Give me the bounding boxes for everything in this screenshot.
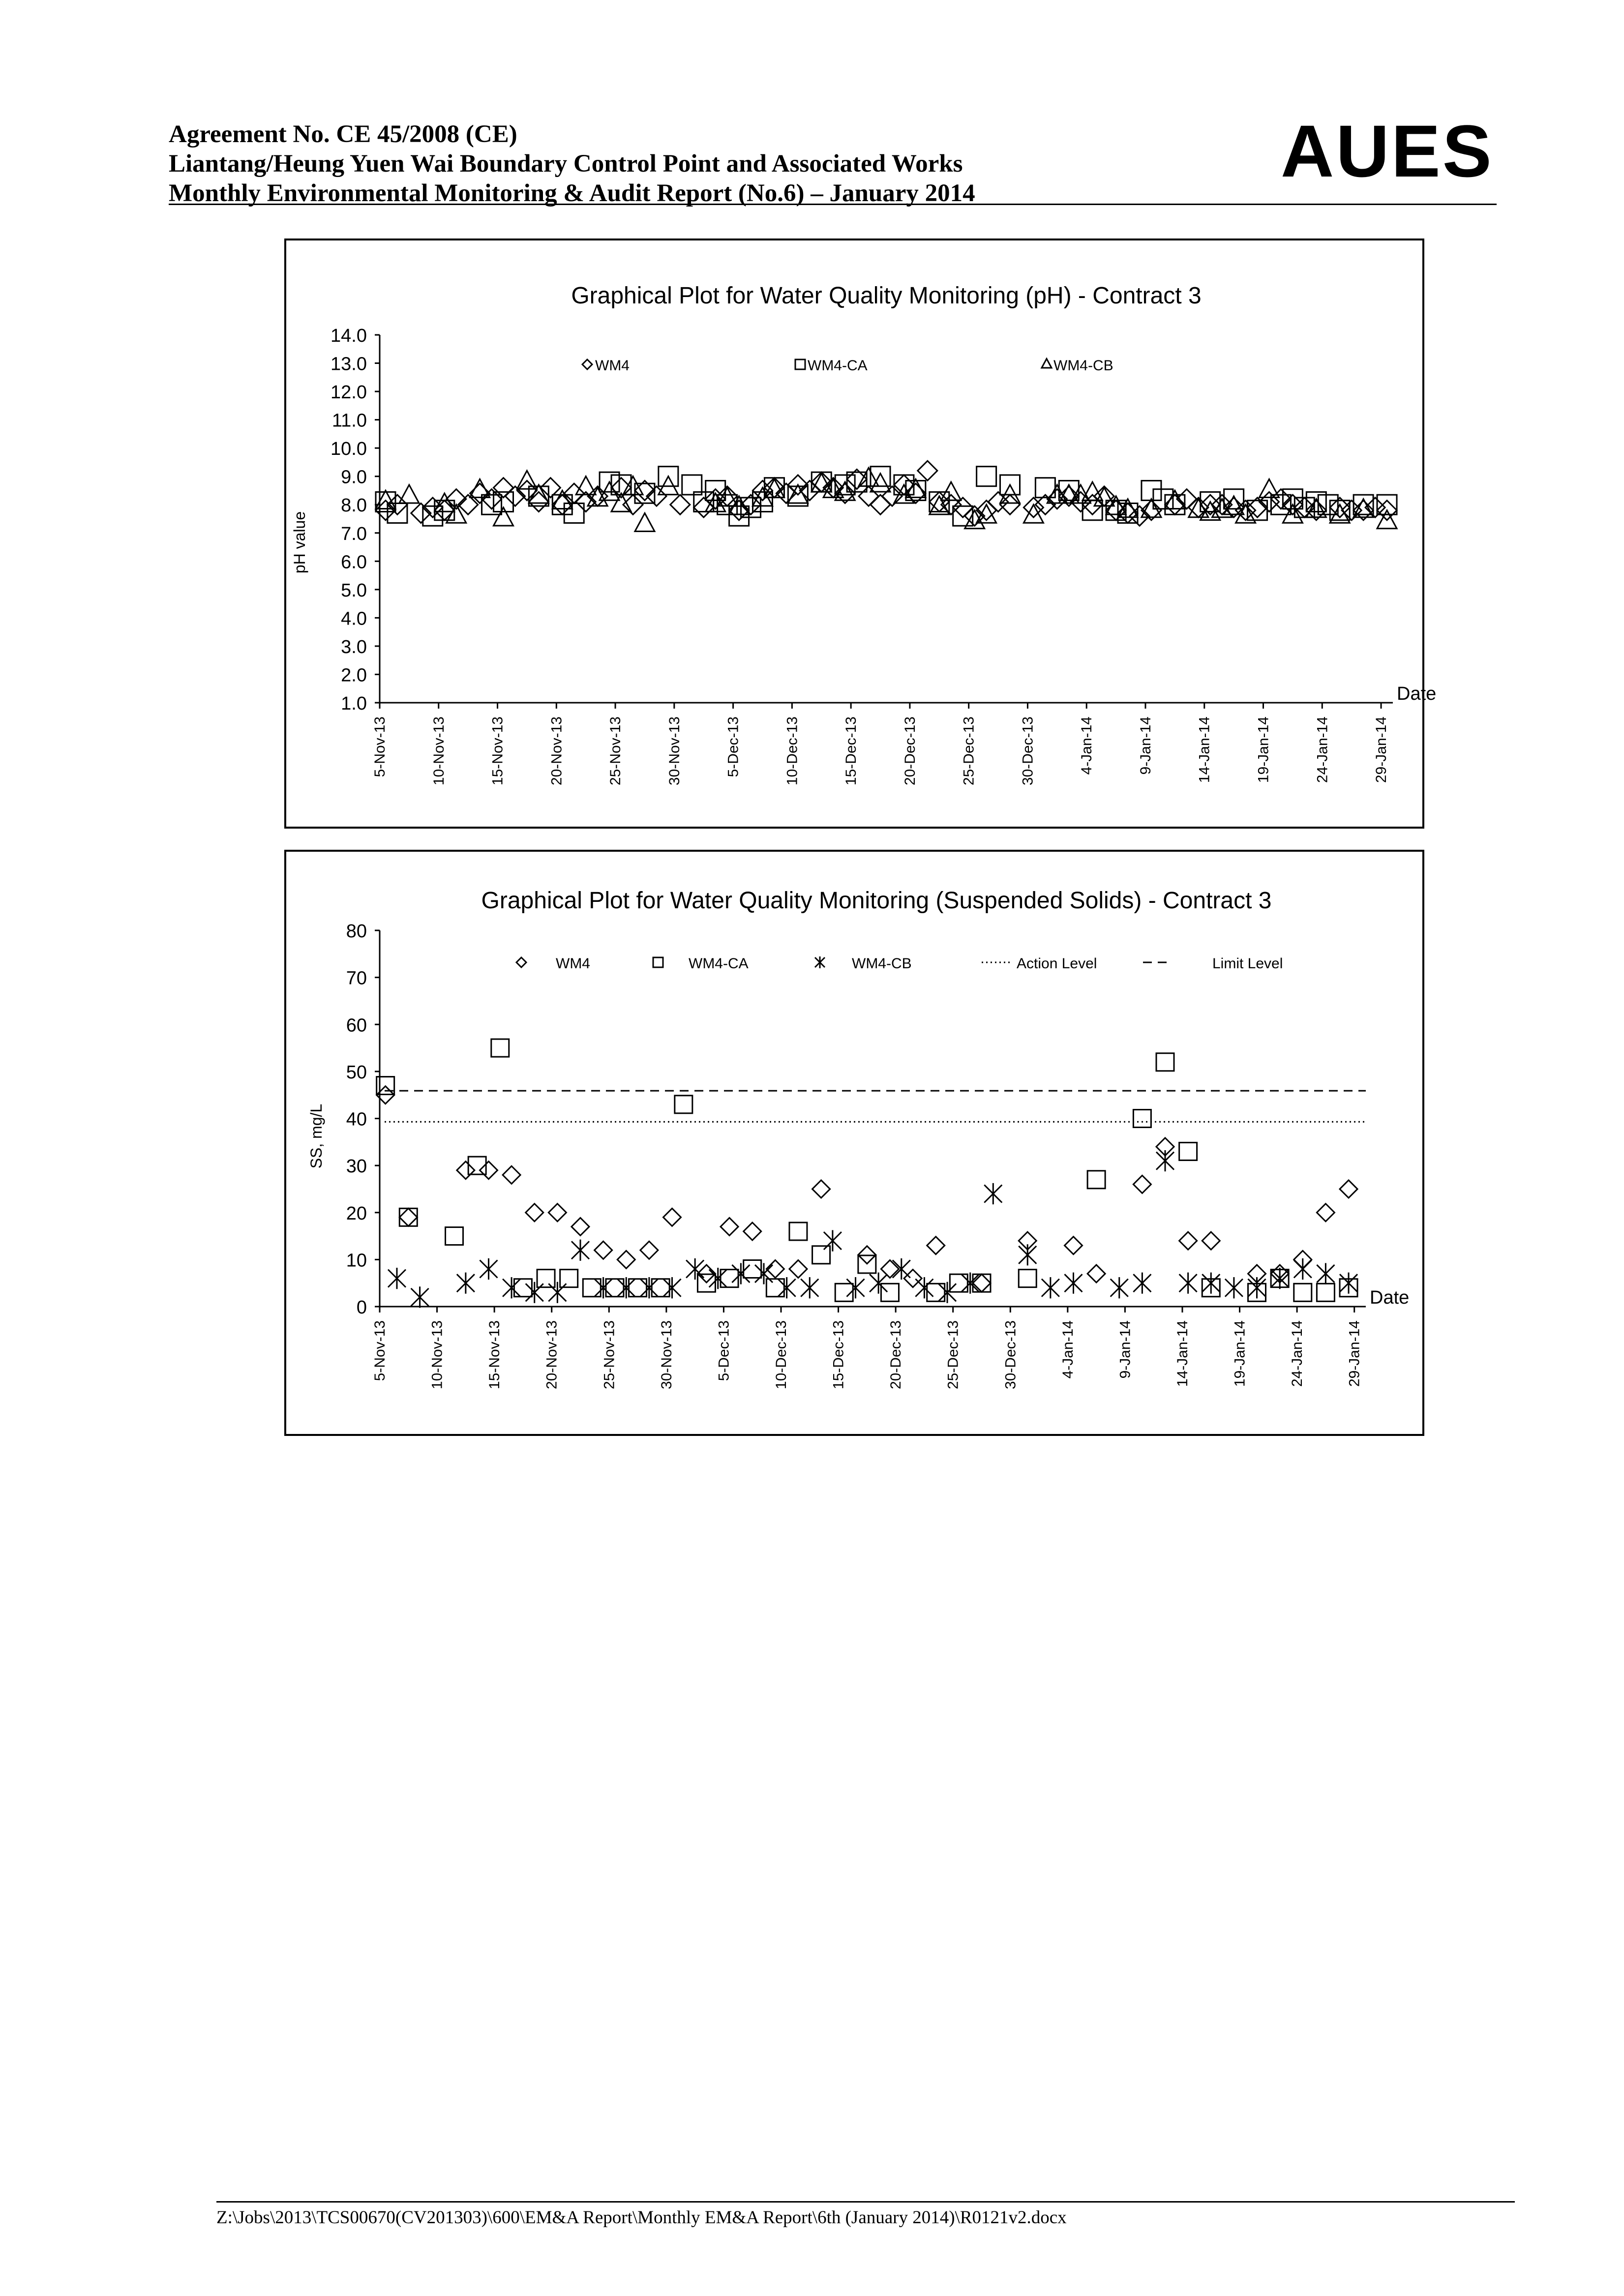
data-point-wm4-ca <box>1087 1171 1105 1189</box>
data-point-wm4 <box>1133 1175 1151 1193</box>
x-tick-label: 29-Jan-14 <box>1373 716 1390 783</box>
data-point-wm4-cb <box>1023 505 1043 523</box>
data-point-wm4 <box>1094 486 1114 506</box>
project-title: Liantang/Heung Yuen Wai Boundary Control Point and Associated Works <box>169 150 963 178</box>
x-tick-label: 29-Jan-14 <box>1346 1320 1363 1387</box>
data-point-wm4-ca <box>491 1039 509 1057</box>
data-point-wm4-ca <box>1019 1270 1036 1287</box>
y-tick-label: 1.0 <box>341 693 367 714</box>
data-point-wm4-cb <box>1111 1277 1128 1298</box>
data-point-wm4-ca <box>1142 480 1161 500</box>
data-point-wm4-cb <box>1042 1277 1059 1298</box>
x-tick-label: 25-Nov-13 <box>601 1320 618 1390</box>
data-point-wm4-cb <box>494 507 513 526</box>
data-point-wm4-ca <box>446 1227 463 1245</box>
data-point-wm4-cb <box>411 1286 429 1308</box>
header-divider <box>169 204 1497 205</box>
data-point-wm4-cb <box>457 1273 475 1294</box>
y-tick-label: 14.0 <box>331 326 367 346</box>
data-point-wm4-cb <box>1156 1150 1174 1171</box>
legend-label: WM4-CB <box>852 955 912 972</box>
data-point-wm4 <box>927 1237 945 1254</box>
data-point-wm4-cb <box>732 1263 750 1284</box>
legend-label: WM4-CA <box>808 358 868 374</box>
x-tick-label: 5-Dec-13 <box>716 1320 732 1381</box>
data-point-wm4-cb <box>388 1268 406 1289</box>
data-point-wm4-cb <box>480 1258 497 1280</box>
legend-marker <box>582 359 592 369</box>
footer-divider <box>216 2201 1515 2203</box>
data-point-wm4-cb <box>663 1277 681 1298</box>
x-tick-label: 4-Jan-14 <box>1059 1320 1076 1379</box>
y-tick-label: 10 <box>346 1250 367 1271</box>
data-point-wm4-cb <box>503 1277 520 1298</box>
y-tick-label: 30 <box>346 1156 367 1177</box>
data-point-wm4-ca <box>1317 1283 1334 1301</box>
x-tick-label: 9-Jan-14 <box>1117 1320 1134 1379</box>
data-point-wm4-cb <box>635 513 655 532</box>
data-point-wm4-cb <box>984 1183 1002 1204</box>
y-tick-label: 8.0 <box>341 495 367 516</box>
data-point-wm4 <box>399 1208 417 1226</box>
data-point-wm4-cb <box>1317 1263 1334 1284</box>
legend-marker <box>1042 359 1052 368</box>
data-point-wm4 <box>1317 1204 1334 1222</box>
x-tick-label: 25-Dec-13 <box>945 1320 962 1390</box>
data-point-wm4-ca <box>1133 1110 1151 1128</box>
x-tick-label: 19-Jan-14 <box>1255 716 1272 783</box>
x-tick-label: 15-Nov-13 <box>489 716 506 786</box>
y-tick-label: 60 <box>346 1015 367 1036</box>
x-tick-label: 4-Jan-14 <box>1079 716 1095 775</box>
data-point-wm4-ca <box>789 1223 807 1240</box>
y-tick-label: 70 <box>346 968 367 989</box>
x-tick-label: 30-Nov-13 <box>658 1320 675 1390</box>
x-tick-label: 20-Dec-13 <box>888 1320 904 1390</box>
legend-label: Action Level <box>1017 955 1097 972</box>
data-point-wm4 <box>1340 1180 1357 1198</box>
y-tick-label: 11.0 <box>331 410 367 431</box>
y-tick-label: 12.0 <box>331 382 367 403</box>
x-tick-label: 15-Dec-13 <box>843 716 860 786</box>
x-tick-label: 15-Dec-13 <box>830 1320 847 1390</box>
legend-marker <box>653 957 663 967</box>
x-tick-label: 9-Jan-14 <box>1137 716 1154 775</box>
data-point-wm4-cb <box>801 1277 818 1298</box>
data-point-wm4-ca <box>881 1283 899 1301</box>
data-point-wm4-cb <box>1248 1277 1266 1298</box>
data-point-wm4 <box>904 1270 922 1287</box>
y-tick-label: 0 <box>356 1297 367 1318</box>
report-title: Monthly Environmental Monitoring & Audit Report (No.6) – January 2014 <box>169 179 975 207</box>
data-point-wm4 <box>548 1204 566 1222</box>
legend-label: WM4-CB <box>1053 358 1113 374</box>
chart-title: Graphical Plot for Water Quality Monitoring (Suspended Solids) - Contract 3 <box>481 888 1272 914</box>
chart-title: Graphical Plot for Water Quality Monitoring (pH) - Contract 3 <box>571 283 1202 309</box>
data-point-wm4-cb <box>548 1282 566 1303</box>
data-point-wm4 <box>571 1218 589 1235</box>
x-tick-label: 30-Dec-13 <box>1002 1320 1019 1390</box>
data-point-wm4-cb <box>595 1277 612 1298</box>
y-tick-label: 40 <box>346 1109 367 1130</box>
x-tick-label: 10-Nov-13 <box>429 1320 446 1390</box>
data-point-wm4-cb <box>640 1277 658 1298</box>
data-point-wm4-cb <box>1064 1273 1082 1294</box>
legend-marker <box>516 957 526 967</box>
data-point-wm4-ca <box>1156 1053 1174 1071</box>
file-path: Z:\Jobs\2013\TCS00670(CV201303)\600\EM&A Report\Monthly EM&A Report\6th (January 2014)\R0121v2.docx <box>216 2207 1067 2228</box>
agreement-number: Agreement No. CE 45/2008 (CE) <box>169 120 517 148</box>
x-tick-label: 20-Dec-13 <box>902 716 918 786</box>
y-tick-label: 9.0 <box>341 467 367 488</box>
x-tick-label: 30-Dec-13 <box>1020 716 1036 786</box>
data-point-wm4-cb <box>526 1282 543 1303</box>
x-tick-label: 5-Dec-13 <box>725 716 742 777</box>
y-tick-label: 7.0 <box>341 523 367 544</box>
data-point-wm4 <box>457 1162 475 1179</box>
x-tick-label: 5-Nov-13 <box>372 1320 388 1381</box>
data-point-wm4 <box>812 1180 830 1198</box>
x-axis-label: Date <box>1370 1287 1410 1308</box>
data-point-wm4 <box>595 1241 612 1259</box>
data-point-wm4-ca <box>560 1270 578 1287</box>
y-tick-label: 2.0 <box>341 665 367 686</box>
y-tick-label: 13.0 <box>331 354 367 375</box>
ph-chart <box>284 239 1437 829</box>
x-tick-label: 20-Nov-13 <box>543 1320 560 1390</box>
data-point-wm4-cb <box>915 1277 933 1298</box>
y-tick-label: 80 <box>346 921 367 942</box>
data-point-wm4-ca <box>977 467 996 486</box>
aues-logo: AUES <box>1281 110 1494 192</box>
y-tick-label: 10.0 <box>331 439 367 460</box>
x-tick-label: 14-Jan-14 <box>1196 716 1213 783</box>
x-tick-label: 25-Nov-13 <box>607 716 624 786</box>
data-point-wm4 <box>871 495 890 514</box>
data-point-wm4-cb <box>1019 1244 1036 1265</box>
legend-label: WM4-CA <box>689 955 749 972</box>
data-point-wm4 <box>670 495 690 514</box>
data-point-wm4-ca <box>812 1246 830 1264</box>
y-tick-label: 5.0 <box>341 580 367 601</box>
ss-chart <box>284 850 1424 1436</box>
x-tick-label: 24-Jan-14 <box>1314 716 1331 783</box>
data-point-wm4-cb <box>1225 1277 1243 1298</box>
data-point-wm4-cb <box>824 1230 842 1252</box>
legend-label: Limit Level <box>1212 955 1283 972</box>
y-tick-label: 6.0 <box>341 552 367 573</box>
data-point-wm4-cb <box>962 1273 979 1294</box>
data-point-wm4-ca <box>1179 1142 1197 1160</box>
data-point-wm4 <box>503 1166 520 1184</box>
data-point-wm4-cb <box>778 1277 796 1298</box>
data-point-wm4-ca <box>468 1157 486 1174</box>
ph-chart-svg <box>286 240 1437 827</box>
y-tick-label: 4.0 <box>341 608 367 629</box>
x-axis-label: Date <box>1397 684 1437 704</box>
data-point-wm4-cb <box>893 1258 910 1280</box>
data-point-wm4 <box>721 1218 738 1235</box>
legend-marker <box>815 956 825 968</box>
data-point-wm4-cb <box>1202 1273 1220 1294</box>
x-tick-label: 14-Jan-14 <box>1174 1320 1191 1387</box>
legend-label: WM4 <box>595 358 630 374</box>
data-point-wm4 <box>663 1208 681 1226</box>
y-axis-label: SS, mg/L <box>307 1103 325 1169</box>
x-tick-label: 10-Dec-13 <box>773 1320 789 1390</box>
data-point-wm4 <box>1064 1237 1082 1254</box>
data-point-wm4-cb <box>1340 1273 1357 1294</box>
x-tick-label: 20-Nov-13 <box>548 716 565 786</box>
data-point-wm4 <box>526 1204 543 1222</box>
data-point-wm4 <box>918 461 937 480</box>
x-tick-label: 19-Jan-14 <box>1232 1320 1248 1387</box>
data-point-wm4-cb <box>529 485 548 503</box>
data-point-wm4 <box>1202 1232 1220 1250</box>
data-point-wm4-cb <box>1133 1273 1151 1294</box>
data-point-wm4 <box>1179 1232 1197 1250</box>
data-point-wm4 <box>789 1260 807 1278</box>
data-point-wm4-cb <box>1189 499 1208 517</box>
data-point-wm4-cb <box>1179 1273 1197 1294</box>
y-tick-label: 3.0 <box>341 636 367 657</box>
x-tick-label: 10-Dec-13 <box>784 716 801 786</box>
data-point-wm4-ca <box>675 1096 692 1113</box>
data-point-wm4-cb <box>847 1277 865 1298</box>
x-tick-label: 25-Dec-13 <box>961 716 977 786</box>
data-point-wm4-cb <box>571 1240 589 1261</box>
x-tick-label: 30-Nov-13 <box>666 716 683 786</box>
data-point-wm4 <box>640 1241 658 1259</box>
data-point-wm4 <box>859 486 878 506</box>
data-point-wm4-ca <box>399 1208 417 1226</box>
data-point-wm4 <box>480 1162 497 1179</box>
x-tick-label: 15-Nov-13 <box>486 1320 503 1390</box>
data-point-wm4-ca <box>537 1270 555 1287</box>
data-point-wm4 <box>744 1223 761 1240</box>
ss-chart-svg <box>286 852 1422 1434</box>
y-axis-label: pH value <box>291 511 308 574</box>
y-tick-label: 20 <box>346 1203 367 1224</box>
data-point-wm4-cb <box>617 1277 635 1298</box>
y-tick-label: 50 <box>346 1062 367 1083</box>
data-point-wm4-ca <box>1294 1283 1312 1301</box>
x-tick-label: 5-Nov-13 <box>372 716 388 777</box>
x-tick-label: 24-Jan-14 <box>1289 1320 1306 1387</box>
x-tick-label: 10-Nov-13 <box>430 716 447 786</box>
legend-marker <box>795 359 805 369</box>
data-point-wm4 <box>617 1251 635 1268</box>
legend-label: WM4 <box>556 955 590 972</box>
data-point-wm4 <box>1087 1265 1105 1282</box>
